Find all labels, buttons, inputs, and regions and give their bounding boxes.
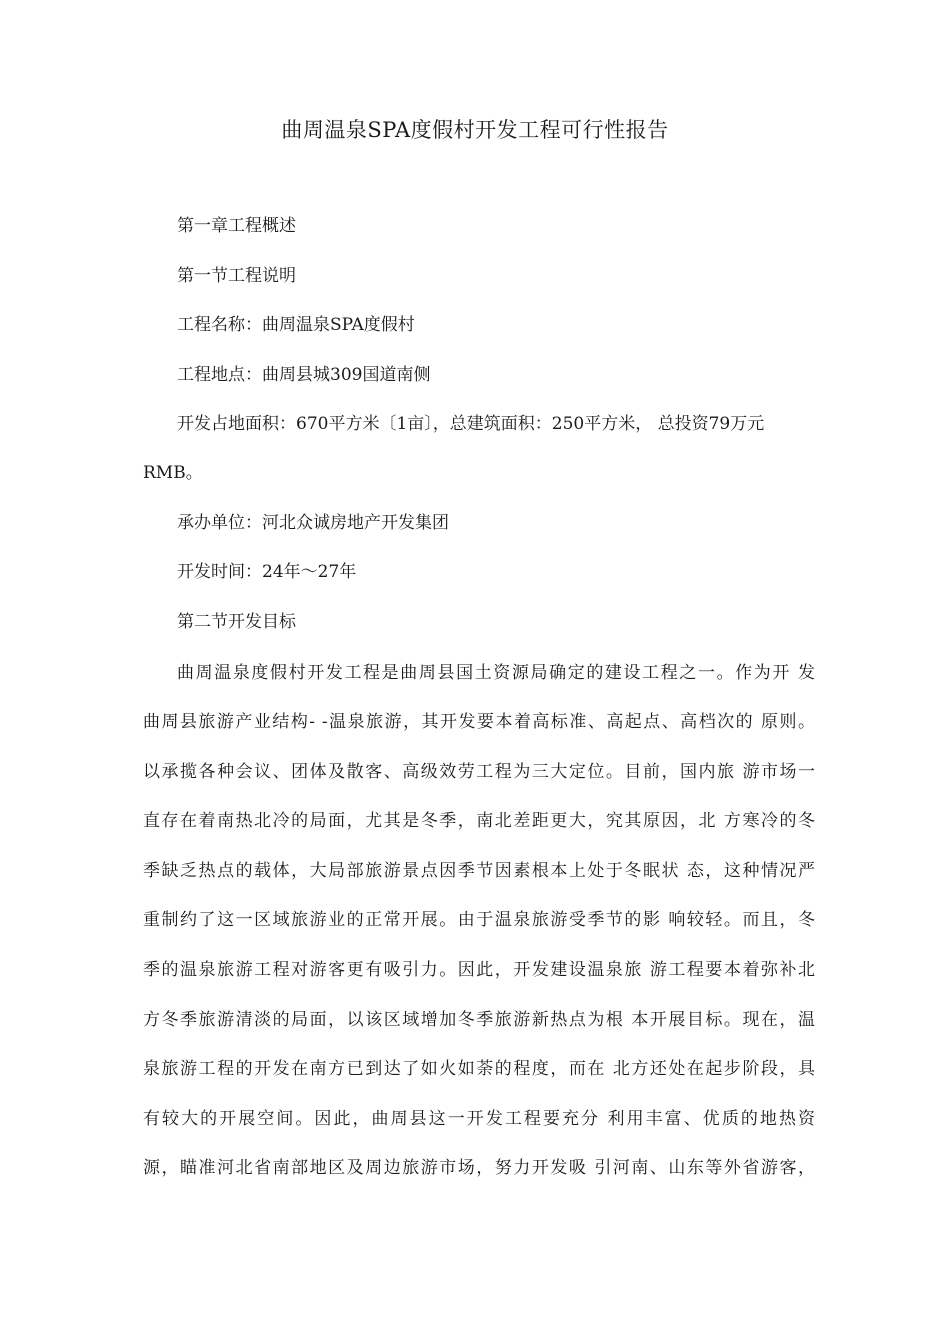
project-location: 工程地点：曲周县城309国道南侧 bbox=[177, 365, 431, 385]
body-line: 源，瞄准河北省南部地区及周边旅游市场，努力开发吸 引河南、山东等外省游客， bbox=[143, 1158, 815, 1178]
development-time: 开发时间：24年〜27年 bbox=[177, 562, 357, 582]
body-line: 重制约了这一区域旅游业的正常开展。由于温泉旅游受季节的影 响较轻。而且，冬 bbox=[143, 910, 815, 930]
area-line-2: RMB。 bbox=[143, 463, 203, 483]
project-name: 工程名称：曲周温泉SPA度假村 bbox=[177, 315, 415, 335]
organizer: 承办单位：河北众诚房地产开发集团 bbox=[177, 513, 449, 533]
chapter-heading: 第一章工程概述 bbox=[177, 216, 296, 236]
body-line: 曲周温泉度假村开发工程是曲周县国土资源局确定的建设工程之一。作为开 发 bbox=[177, 663, 815, 683]
section-heading-1: 第一节工程说明 bbox=[177, 266, 296, 286]
document-title: 曲周温泉SPA度假村开发工程可行性报告 bbox=[281, 118, 669, 142]
area-line-1: 开发占地面积：670平方米〔1亩〕，总建筑面积：250平方米， 总投资79万元 bbox=[177, 414, 765, 434]
body-line: 方冬季旅游清淡的局面，以该区域增加冬季旅游新热点为根 本开展目标。现在，温 bbox=[143, 1010, 815, 1030]
body-line: 季缺乏热点的载体，大局部旅游景点因季节因素根本上处于冬眠状 态，这种情况严 bbox=[143, 861, 815, 881]
body-line: 曲周县旅游产业结构- -温泉旅游，其开发要本着高标准、高起点、高档次的 原则。 bbox=[143, 712, 815, 732]
body-line: 有较大的开展空间。因此，曲周县这一开发工程要充分 利用丰富、优质的地热资 bbox=[143, 1109, 815, 1129]
body-line: 以承揽各种会议、团体及散客、高级效劳工程为三大定位。目前，国内旅 游市场一 bbox=[143, 762, 815, 782]
body-line: 泉旅游工程的开发在南方已到达了如火如荼的程度，而在 北方还处在起步阶段，具 bbox=[143, 1059, 815, 1079]
section-heading-2: 第二节开发目标 bbox=[177, 612, 296, 632]
body-line: 直存在着南热北冷的局面，尤其是冬季，南北差距更大，究其原因，北 方寒冷的冬 bbox=[143, 811, 815, 831]
body-line: 季的温泉旅游工程对游客更有吸引力。因此，开发建设温泉旅 游工程要本着弥补北 bbox=[143, 960, 815, 980]
